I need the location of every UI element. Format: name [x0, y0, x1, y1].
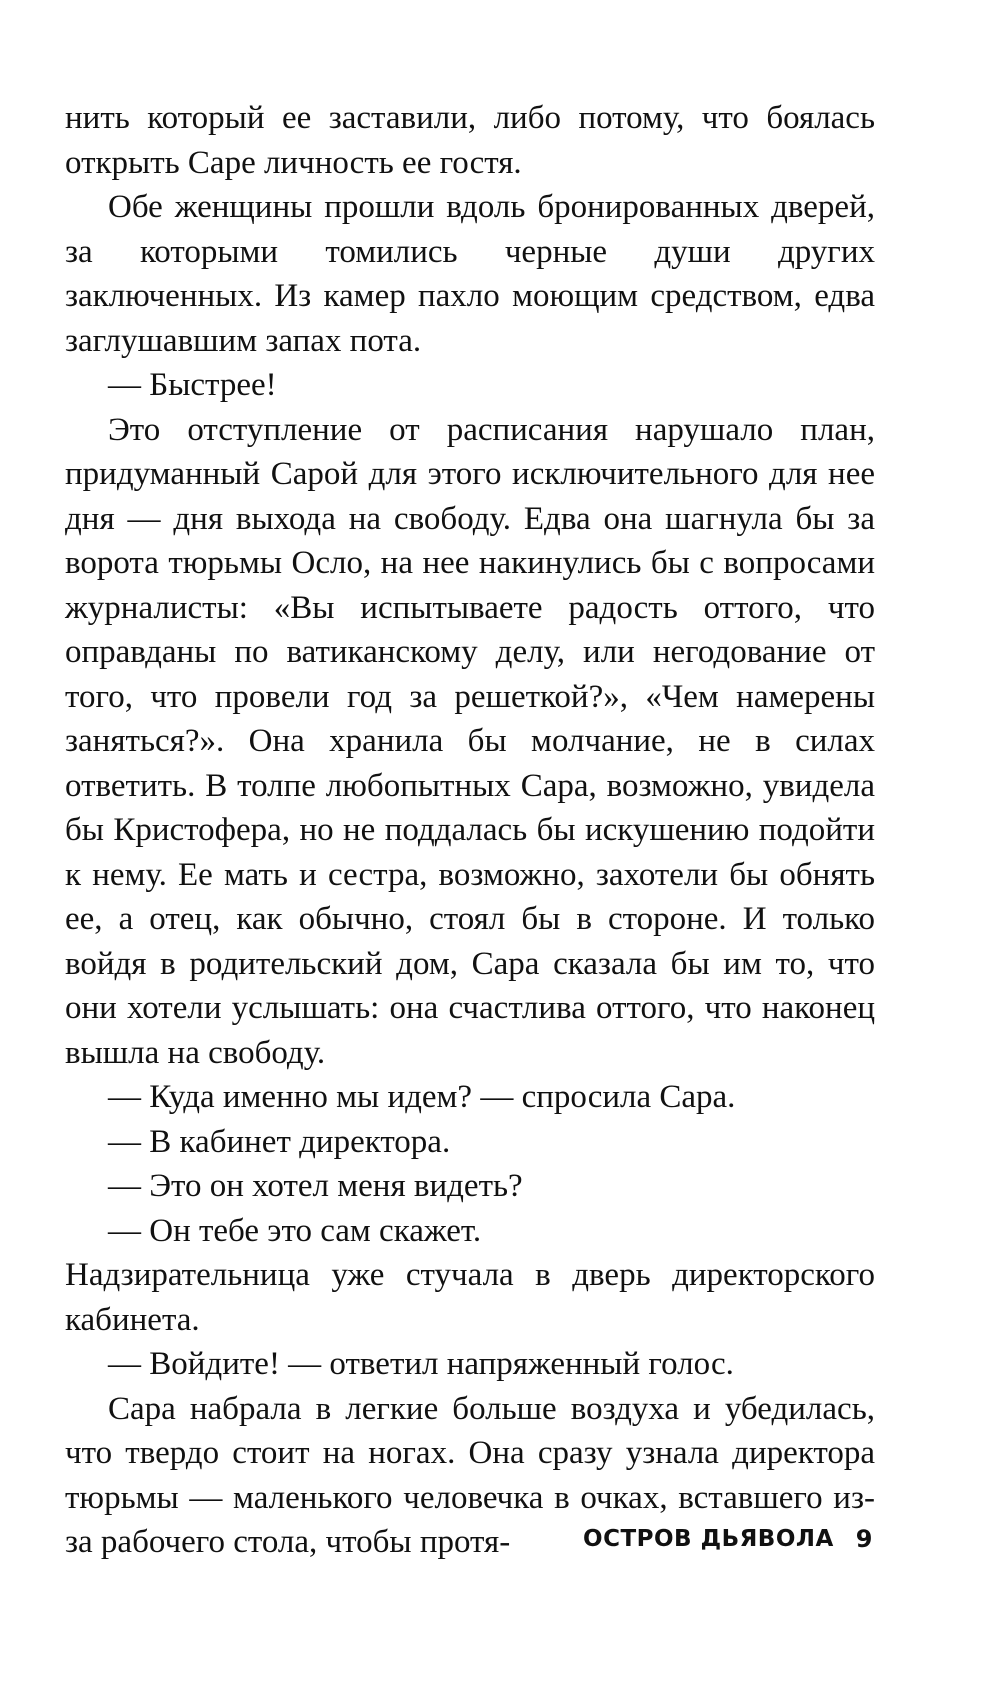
- page-footer: [583, 1525, 873, 1553]
- paragraph: — Он тебе это сам скажет.: [108, 1212, 482, 1249]
- paragraph: — Войдите! — ответил напряженный голос.: [108, 1346, 734, 1382]
- page-number: 9: [855, 1525, 873, 1553]
- paragraph: Надзирательница уже стучала в дверь директорского кабинета.: [65, 1257, 875, 1338]
- body-text: [65, 96, 875, 1565]
- paragraph: — Куда именно мы идем? — спросила Сара.: [108, 1079, 736, 1115]
- running-title: ОСТРОВ ДЬЯВОЛА: [583, 1526, 834, 1552]
- paragraph: — В кабинет директора.: [108, 1123, 451, 1160]
- paragraph: нить который ее заставили, либо потому, что боялась открыть Саре личность ее гостя.: [65, 100, 875, 181]
- paragraph: — Быстрее!: [108, 367, 277, 403]
- paragraph: Это отступление от расписания нарушало план, придуманный Сарой для этого исключительного для нее дня — дня выхода на свободу. Едва она шагнула бы за ворота тюрьмы Осло, на нее накинулись бы с вопросами журналисты: «Вы испытываете радость оттого, что оправданы по ватиканскому делу, или негодование от того, что провели год за решеткой?», «Чем намерены заняться?». Она хранила бы молчание, не в силах ответить. В толпе любопытных Сара, возможно, увидела бы Кристофера, но не поддалась бы искушению подойти к нему. Ее мать и сестра, возможно, захотели бы обнять ее, а отец, как обычно, стоял бы в стороне. И только войдя в родительский дом, Сара сказала бы им то, что они хотели услышать: она счастлива оттого, что наконец вышла на свободу.: [65, 411, 875, 1071]
- paragraph: Обе женщины прошли вдоль бронированных дверей, за которыми томились черные души других заключенных. Из камер пахло моющим средством, едва заглушавшим запах пота.: [65, 189, 875, 359]
- paragraph: Сара набрала в легкие больше воздуха и убедилась, что твердо стоит на ногах. Она сразу узнала директора тюрьмы — маленького человечка в очках, вставшего из-за рабочего стола, чтобы протя-: [65, 1390, 875, 1560]
- paragraph: — Это он хотел меня видеть?: [108, 1168, 523, 1204]
